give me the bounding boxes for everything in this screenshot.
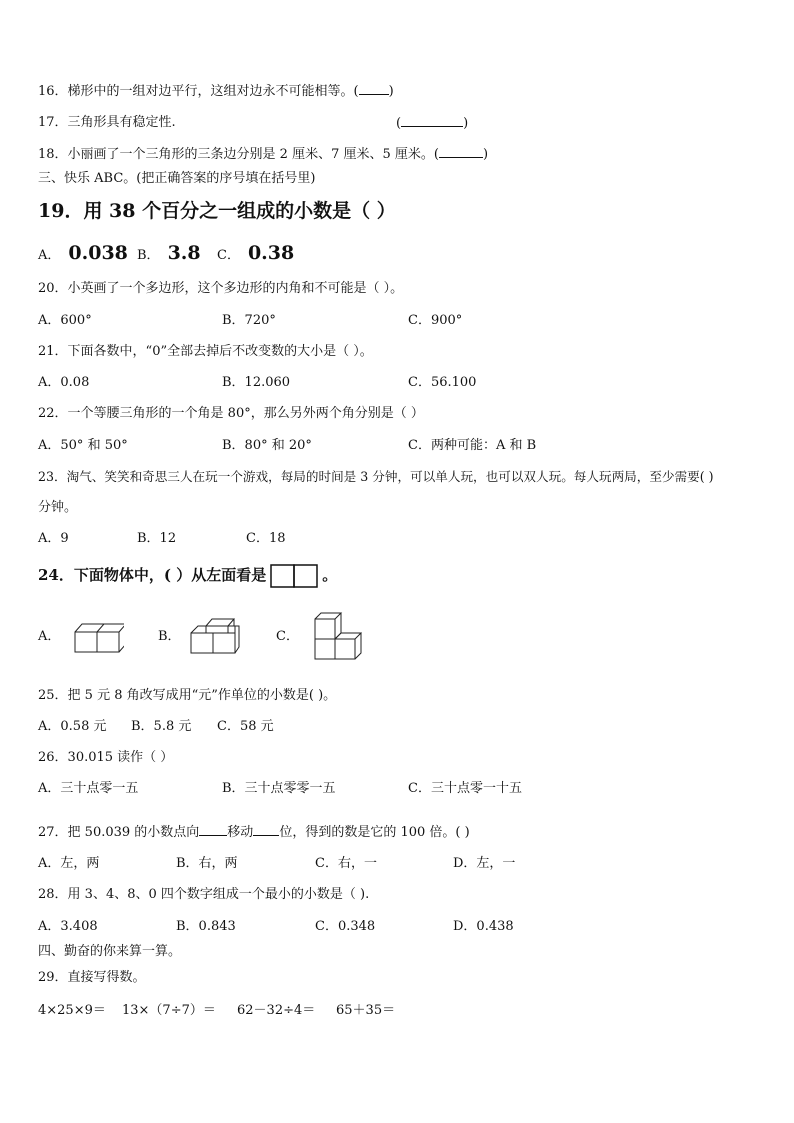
question-29-text: 29．直接写得数。 (38, 970, 146, 985)
question-20-option-b[interactable]: B．720° (222, 313, 276, 328)
question-18: 18．小丽画了一个三角形的三条边分别是 2 厘米、7 厘米、5 厘米。( ) (38, 147, 489, 162)
option-b-cubes-figure (190, 617, 240, 657)
option-c-cubes-figure (312, 610, 362, 662)
question-27-text: 27．把 50.039 的小数点向 (38, 825, 200, 840)
question-23-option-c[interactable]: C．18 (246, 531, 286, 546)
question-27: 27．把 50.039 的小数点向 移动 位，得到的数是它的 100 倍。( ) (38, 825, 470, 840)
question-24: 24．下面物体中，( ）从左面看是 。 (38, 564, 337, 588)
question-20-option-a[interactable]: A．600° (38, 313, 92, 328)
question-21-option-c[interactable]: C．56.100 (408, 375, 477, 390)
question-24-text: 24．下面物体中，( ）从左面看是 (38, 566, 267, 584)
question-27-option-a[interactable]: A．左，两 (38, 856, 100, 871)
question-26-option-b[interactable]: B．三十点零零一五 (222, 781, 336, 796)
question-24-option-a[interactable]: A． (38, 629, 61, 644)
calc-expression: 65＋35＝ (336, 1003, 396, 1018)
answer-blank[interactable] (359, 82, 389, 95)
question-26-option-a[interactable]: A．三十点零一五 (38, 781, 139, 796)
question-19-option-c[interactable]: C． 0.38 (217, 242, 295, 264)
question-23-text: 23．淘气、笑笑和奇思三人在玩一个游戏，每局的时间是 3 分钟，可以单人玩，也可以双人玩。每人玩两局，至少需要( ) (38, 469, 714, 484)
question-16: 16．梯形中的一组对边平行，这组对边永不可能相等。( ) (38, 84, 394, 99)
question-21-option-a[interactable]: A．0.08 (38, 375, 90, 390)
question-26-text: 26．30.015 读作（ ） (38, 750, 174, 765)
question-17 (38, 114, 176, 132)
option-a-cubes-figure (74, 622, 124, 656)
question-26-option-c[interactable]: C．三十点零一十五 (408, 781, 522, 796)
question-17-answer: ( ) (396, 116, 469, 131)
question-21-option-b[interactable]: B．12.060 (222, 375, 291, 390)
question-20-text: 20．小英画了一个多边形，这个多边形的内角和不可能是（ ）。 (38, 281, 404, 296)
places-blank[interactable] (253, 823, 279, 836)
question-17-text: 17．三角形具有稳定性. (38, 115, 176, 130)
question-22-option-b[interactable]: B．80° 和 20° (222, 438, 312, 453)
answer-blank[interactable] (439, 145, 483, 158)
question-25-text: 25．把 5 元 8 角改写成用“元”作单位的小数是( )。 (38, 688, 337, 703)
question-20-option-c[interactable]: C．900° (408, 313, 463, 328)
question-24-option-b[interactable]: B． (158, 629, 181, 644)
question-22-option-a[interactable]: A．50° 和 50° (38, 438, 128, 453)
left-view-figure (270, 564, 318, 588)
direction-blank[interactable] (199, 823, 227, 836)
question-23-text-continued: 分钟。 (38, 500, 78, 515)
calc-expression: 13×（7÷7）＝ (122, 1003, 216, 1018)
question-25-option-a[interactable]: A．0.58 元 (38, 719, 107, 734)
question-19-option-b[interactable]: B． 3.8 (137, 242, 201, 264)
question-16-text: 16．梯形中的一组对边平行，这组对边永不可能相等。( (38, 84, 359, 99)
question-28-text: 28．用 3、4、8、0 四个数字组成一个最小的小数是（ ). (38, 887, 370, 902)
question-19-text: 19．用 38 个百分之一组成的小数是（ ） (38, 200, 396, 222)
section-3-heading: 三、快乐 ABC。(把正确答案的序号填在括号里) (38, 171, 316, 186)
calc-expression: 62－32÷4＝ (237, 1003, 316, 1018)
question-28-option-c[interactable]: C．0.348 (315, 919, 376, 934)
answer-blank[interactable] (401, 114, 463, 127)
question-27-option-b[interactable]: B．右，两 (176, 856, 238, 871)
question-24-option-c[interactable]: C． (276, 629, 299, 644)
question-28-option-a[interactable]: A．3.408 (38, 919, 98, 934)
question-25-option-b[interactable]: B．5.8 元 (131, 719, 192, 734)
question-23-option-a[interactable]: A．9 (38, 531, 69, 546)
question-28-option-d[interactable]: D．0.438 (453, 919, 514, 934)
question-22-text: 22．一个等腰三角形的一个角是 80°，那么另外两个角分别是（ ） (38, 406, 424, 421)
calc-expression: 4×25×9＝ (38, 1003, 106, 1018)
question-23-option-b[interactable]: B．12 (137, 531, 177, 546)
question-18-text: 18．小丽画了一个三角形的三条边分别是 2 厘米、7 厘米、5 厘米。( (38, 147, 439, 162)
question-22-option-c[interactable]: C．两种可能：A 和 B (408, 438, 537, 453)
question-21-text: 21．下面各数中，“0”全部去掉后不改变数的大小是（ ）。 (38, 344, 373, 359)
question-28-option-b[interactable]: B．0.843 (176, 919, 236, 934)
question-25-option-c[interactable]: C．58 元 (217, 719, 274, 734)
question-27-option-d[interactable]: D．左，一 (453, 856, 516, 871)
question-19-option-a[interactable]: A． 0.038 (38, 242, 128, 264)
question-27-option-c[interactable]: C．右，一 (315, 856, 377, 871)
section-4-heading: 四、勤奋的你来算一算。 (38, 944, 182, 959)
